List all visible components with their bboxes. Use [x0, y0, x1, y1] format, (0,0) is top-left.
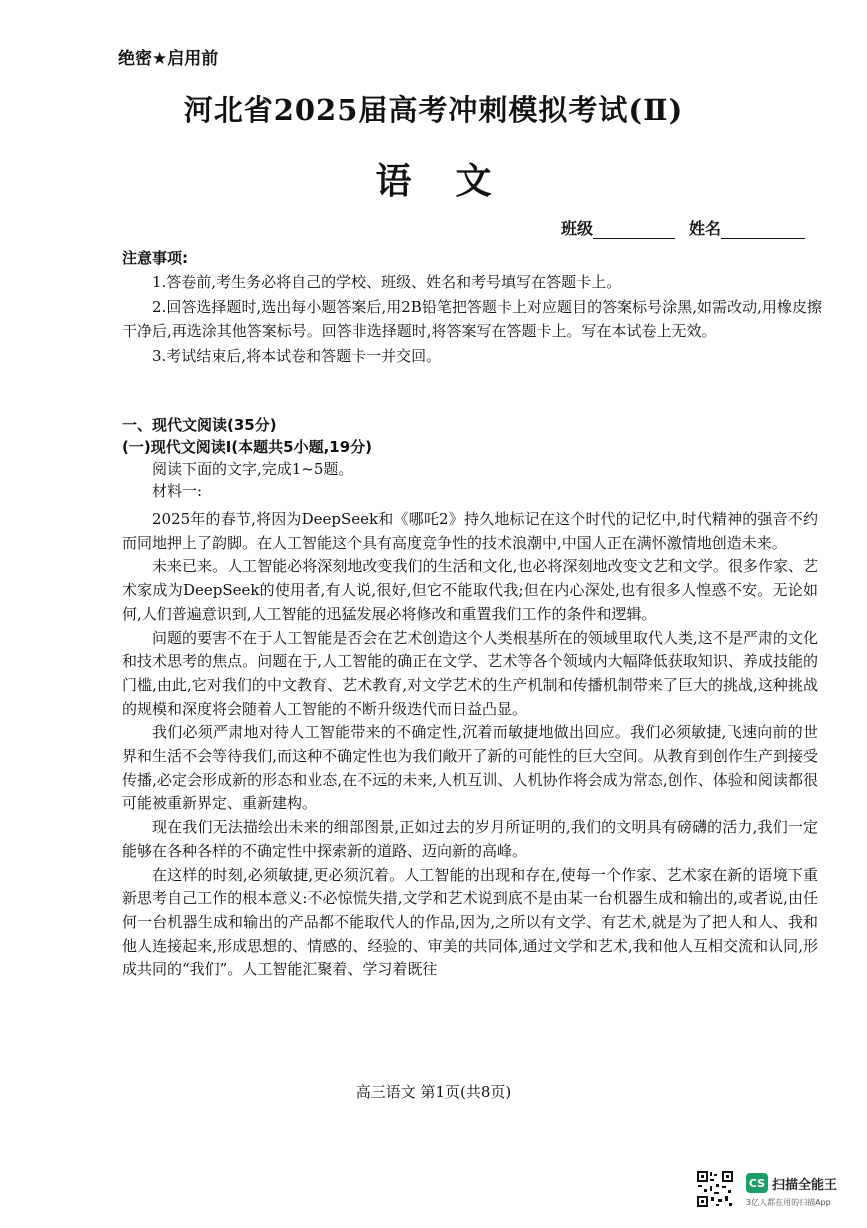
- class-label: 班级: [560, 219, 593, 238]
- qr-code-icon: [696, 1170, 734, 1208]
- confidential-label: 绝密★启用前: [118, 49, 219, 69]
- class-field: [561, 216, 675, 239]
- note-item: 3.考试结束后,将本试卷和答题卡一并交回。: [152, 346, 442, 365]
- reading-instruction: 阅读下面的文字,完成1~5题。: [152, 460, 354, 478]
- scanner-app-name: 扫描全能王: [772, 1177, 838, 1193]
- section-heading: 一、现代文阅读(35分): [122, 416, 277, 434]
- subject-title: 语文: [375, 160, 536, 202]
- scanner-watermark: [746, 1173, 837, 1193]
- passage-paragraph: 在这样的时刻,必须敏捷,更必须沉着。人工智能的出现和存在,使每一个作家、艺术家在新的语境下重新思考自己工作的根本意义:不必惊慌失措,文学和艺术说到底不是由某一台机器生成和输出的,或者说,由任何一台机器生成和输出的产品都不能取代人的作品,因为,之所以有文学、有艺术,就是为了把人和人、我和他人连接起来,形成思想的、情感的、经验的、审美的共同体,通过文学和艺术,我和他人互相交流和认同,形成共同的“我们”。人工智能汇聚着、学习着既往: [122, 865, 818, 979]
- notes-heading: 注意事项:: [122, 249, 188, 267]
- name-blank: [721, 220, 805, 239]
- material-label: 材料一:: [152, 482, 203, 500]
- passage-paragraph: 我们必须严肃地对待人工智能带来的不确定性,沉着而敏捷地做出回应。我们必须敏捷,飞速向前的世界和生活不会等待我们,而这种不确定性也为我们敞开了新的可能性的巨大空间。从教育到创作生产到接受传播,必定会形成新的形态和业态,在不远的未来,人机互训、人机协作将会成为常态,创作、体验和阅读都很可能被重新界定、重新建构。: [122, 723, 818, 813]
- student-info-fields: [561, 216, 805, 239]
- note-item: 2.回答选择题时,选出每小题答案后,用2B铅笔把答题卡上对应题目的答案标号涂黑,如需改动,用橡皮擦干净后,再选涂其他答案标号。回答非选择题时,将答案写在答题卡上。写在本试卷上无效。: [122, 297, 822, 340]
- class-blank: [593, 220, 675, 239]
- scanner-tagline: 3亿人都在用的扫描App: [746, 1198, 831, 1207]
- note-item: 1.答卷前,考生务必将自己的学校、班级、姓名和考号填写在答题卡上。: [152, 273, 622, 291]
- notes-list: [122, 270, 822, 368]
- passage-paragraph: 未来已来。人工智能必将深刻地改变我们的生活和文化,也必将深刻地改变文艺和文学。很多作家、艺术家成为DeepSeek的使用者,有人说,很好,但它不能取代我;但在内心深处,也有很多人惶惑不安。无论如何,人们普遍意识到,人工智能的迅猛发展必将修改和重置我们工作的条件和逻辑。: [122, 557, 818, 623]
- subsection-heading: (一)现代文阅读Ⅰ(本题共5小题,19分): [122, 438, 373, 456]
- passage-paragraph: 现在我们无法描绘出未来的细部图景,正如过去的岁月所证明的,我们的文明具有磅礴的活力,我们一定能够在各种各样的不确定性中探索新的道路、迈向新的高峰。: [122, 818, 818, 860]
- reading-passage: [122, 508, 818, 982]
- exam-title: 河北省2025届高考冲刺模拟考试(Ⅱ): [183, 93, 684, 127]
- scanner-logo-icon: CS: [746, 1173, 768, 1193]
- name-field: [689, 216, 805, 239]
- passage-paragraph: 2025年的春节,将因为DeepSeek和《哪吒2》持久地标记在这个时代的记忆中,时代精神的强音不约而同地押上了韵脚。在人工智能这个具有高度竞争性的技术浪潮中,中国人正在满怀激情地创造未来。: [122, 510, 818, 552]
- page-footer: 高三语文 第1页(共8页): [355, 1083, 512, 1101]
- name-label: 姓名: [688, 219, 721, 238]
- passage-paragraph: 问题的要害不在于人工智能是否会在艺术创造这个人类根基所在的领域里取代人类,这不是严肃的文化和技术思考的焦点。问题在于,人工智能的确正在文学、艺术等各个领域内大幅降低获取知识、养成技能的门槛,由此,它对我们的中文教育、艺术教育,对文学艺术的生产机制和传播机制带来了巨大的挑战,这种挑战的规模和深度将会随着人工智能的不断升级迭代而日益凸显。: [122, 628, 818, 718]
- section-block: [122, 414, 372, 502]
